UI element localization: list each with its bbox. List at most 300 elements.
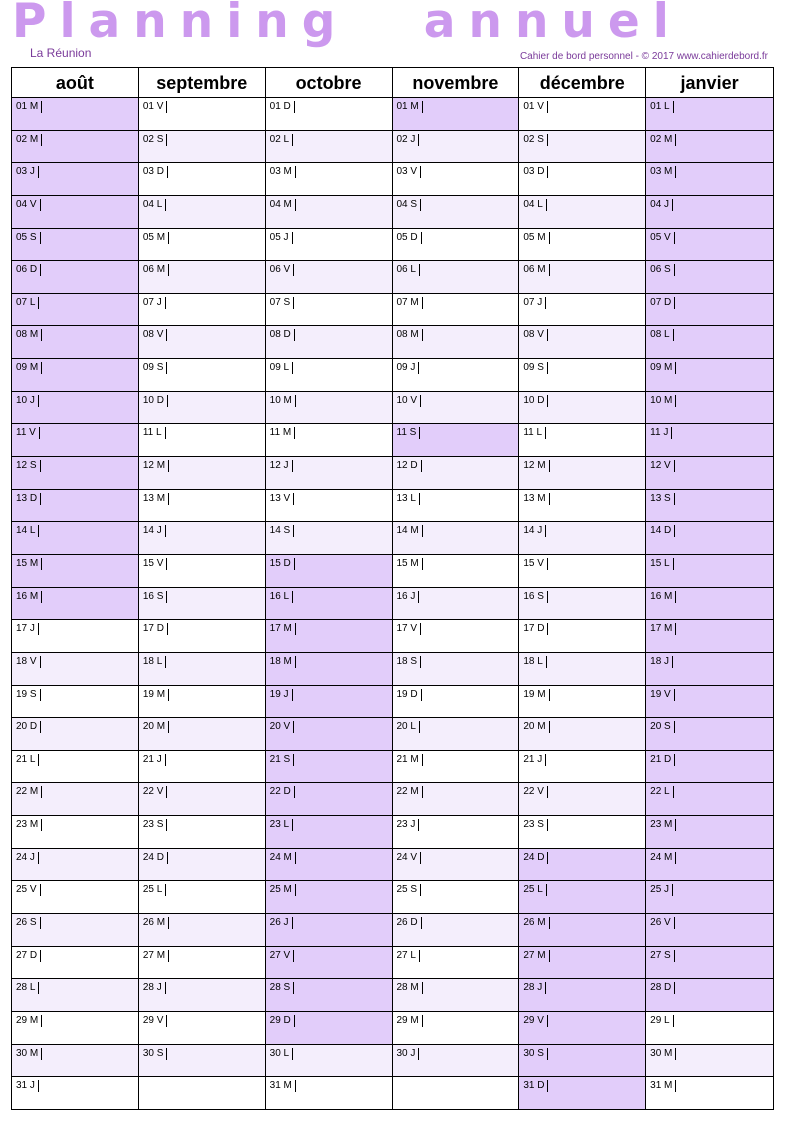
day-label: 16 S xyxy=(143,591,168,603)
day-label: 01 M xyxy=(397,101,423,113)
day-cell[interactable] xyxy=(139,490,265,523)
day-cell[interactable] xyxy=(266,261,392,294)
day-label: 12 D xyxy=(397,460,422,472)
day-cell[interactable] xyxy=(266,522,392,555)
day-label: 09 J xyxy=(397,362,420,374)
day-label: 22 D xyxy=(270,786,295,798)
day-cell[interactable] xyxy=(646,490,773,523)
day-label: 24 M xyxy=(270,852,296,864)
day-cell[interactable] xyxy=(646,849,773,882)
day-cell[interactable] xyxy=(519,522,645,555)
day-label: 15 M xyxy=(16,558,42,570)
day-label: 28 S xyxy=(270,982,295,994)
day-label: 20 S xyxy=(650,721,675,733)
day-cell[interactable] xyxy=(139,261,265,294)
day-cell[interactable] xyxy=(393,881,519,914)
day-label: 14 S xyxy=(270,525,295,537)
day-label: 04 J xyxy=(650,199,673,211)
day-cell[interactable] xyxy=(646,1012,773,1045)
day-label: 09 M xyxy=(650,362,676,374)
day-cell[interactable] xyxy=(12,1077,138,1109)
day-cell[interactable] xyxy=(266,751,392,784)
day-cell[interactable] xyxy=(266,914,392,947)
day-cell[interactable] xyxy=(12,1045,138,1078)
day-label: 24 V xyxy=(397,852,422,864)
day-cell[interactable] xyxy=(393,392,519,425)
day-cell[interactable] xyxy=(12,326,138,359)
day-label: 09 M xyxy=(16,362,42,374)
day-cell[interactable] xyxy=(519,816,645,849)
day-cell[interactable] xyxy=(12,424,138,457)
day-cell[interactable] xyxy=(12,229,138,262)
day-label: 22 M xyxy=(397,786,423,798)
day-label: 10 D xyxy=(523,395,548,407)
day-cell[interactable] xyxy=(12,620,138,653)
day-label: 28 J xyxy=(523,982,546,994)
day-label: 30 M xyxy=(650,1048,676,1060)
day-cell[interactable] xyxy=(519,392,645,425)
day-label: 20 L xyxy=(397,721,420,733)
day-label: 29 D xyxy=(270,1015,295,1027)
day-cell[interactable] xyxy=(266,881,392,914)
day-cell[interactable] xyxy=(646,294,773,327)
day-cell[interactable] xyxy=(646,555,773,588)
day-cell[interactable] xyxy=(139,392,265,425)
day-label: 24 D xyxy=(143,852,168,864)
day-cell[interactable] xyxy=(519,163,645,196)
day-cell[interactable] xyxy=(12,131,138,164)
day-label: 10 V xyxy=(397,395,422,407)
day-label: 18 L xyxy=(143,656,166,668)
month-header: septembre xyxy=(139,68,265,98)
day-cell[interactable] xyxy=(266,424,392,457)
page-title: Planning annuel xyxy=(12,0,682,49)
day-label: 26 V xyxy=(650,917,675,929)
day-label: 06 S xyxy=(650,264,675,276)
day-cell[interactable] xyxy=(646,718,773,751)
day-cell[interactable] xyxy=(393,555,519,588)
day-cell[interactable] xyxy=(12,261,138,294)
day-label: 19 M xyxy=(523,689,549,701)
day-cell[interactable] xyxy=(12,294,138,327)
day-cell[interactable] xyxy=(646,979,773,1012)
day-label: 29 M xyxy=(16,1015,42,1027)
day-label: 20 V xyxy=(270,721,295,733)
day-cell[interactable] xyxy=(393,261,519,294)
day-cell[interactable] xyxy=(139,131,265,164)
day-cell[interactable] xyxy=(266,783,392,816)
day-label: 10 J xyxy=(16,395,39,407)
day-label: 23 S xyxy=(143,819,168,831)
day-label: 01 D xyxy=(270,101,295,113)
day-label: 18 S xyxy=(397,656,422,668)
day-label: 03 D xyxy=(143,166,168,178)
day-cell[interactable] xyxy=(393,620,519,653)
day-cell[interactable] xyxy=(12,490,138,523)
day-cell[interactable] xyxy=(266,620,392,653)
day-label: 13 M xyxy=(523,493,549,505)
day-cell[interactable] xyxy=(266,816,392,849)
day-cell[interactable] xyxy=(12,588,138,621)
day-cell[interactable] xyxy=(393,783,519,816)
day-cell[interactable] xyxy=(12,1012,138,1045)
day-cell[interactable] xyxy=(266,196,392,229)
day-label: 27 M xyxy=(143,950,169,962)
day-cell[interactable] xyxy=(393,490,519,523)
day-cell[interactable] xyxy=(393,98,519,131)
day-label: 11 J xyxy=(650,427,672,439)
day-label: 28 M xyxy=(397,982,423,994)
day-cell[interactable] xyxy=(12,457,138,490)
day-cell[interactable] xyxy=(12,849,138,882)
day-label: 22 M xyxy=(16,786,42,798)
day-cell[interactable] xyxy=(393,1045,519,1078)
day-cell[interactable] xyxy=(139,1077,265,1109)
day-cell[interactable] xyxy=(266,98,392,131)
day-label: 07 L xyxy=(16,297,39,309)
day-cell[interactable] xyxy=(266,718,392,751)
day-cell[interactable] xyxy=(519,196,645,229)
location-label: La Réunion xyxy=(30,46,92,60)
day-cell[interactable] xyxy=(393,457,519,490)
day-cell[interactable] xyxy=(646,751,773,784)
day-cell[interactable] xyxy=(12,751,138,784)
day-cell[interactable] xyxy=(519,979,645,1012)
day-cell[interactable] xyxy=(139,718,265,751)
day-cell[interactable] xyxy=(646,588,773,621)
day-label: 15 M xyxy=(397,558,423,570)
day-label: 14 J xyxy=(143,525,166,537)
day-cell[interactable] xyxy=(12,914,138,947)
day-cell[interactable] xyxy=(139,979,265,1012)
day-cell[interactable] xyxy=(139,849,265,882)
month-column xyxy=(393,68,520,1109)
day-cell[interactable] xyxy=(266,294,392,327)
day-cell[interactable] xyxy=(646,261,773,294)
day-cell[interactable] xyxy=(519,457,645,490)
day-label: 01 V xyxy=(143,101,168,113)
day-cell[interactable] xyxy=(266,392,392,425)
day-cell[interactable] xyxy=(393,522,519,555)
day-cell[interactable] xyxy=(12,359,138,392)
day-cell[interactable] xyxy=(393,914,519,947)
day-label: 21 L xyxy=(16,754,39,766)
day-label: 27 L xyxy=(397,950,420,962)
day-cell[interactable] xyxy=(266,1045,392,1078)
day-cell[interactable] xyxy=(519,424,645,457)
day-label: 16 M xyxy=(16,591,42,603)
day-cell[interactable] xyxy=(646,163,773,196)
day-label: 20 M xyxy=(143,721,169,733)
day-cell[interactable] xyxy=(266,588,392,621)
day-label: 07 M xyxy=(397,297,423,309)
day-label: 21 J xyxy=(143,754,166,766)
day-cell[interactable] xyxy=(519,490,645,523)
day-cell[interactable] xyxy=(139,914,265,947)
day-label: 15 D xyxy=(270,558,295,570)
day-cell[interactable] xyxy=(139,653,265,686)
month-column xyxy=(266,68,393,1109)
day-label: 05 M xyxy=(143,232,169,244)
day-label: 07 D xyxy=(650,297,675,309)
day-cell[interactable] xyxy=(393,686,519,719)
day-cell[interactable] xyxy=(519,653,645,686)
day-cell[interactable] xyxy=(519,229,645,262)
day-cell[interactable] xyxy=(139,1045,265,1078)
day-label: 10 M xyxy=(270,395,296,407)
day-cell[interactable] xyxy=(266,163,392,196)
day-cell[interactable] xyxy=(393,816,519,849)
day-label: 23 J xyxy=(397,819,420,831)
day-cell[interactable] xyxy=(519,261,645,294)
day-label: 28 D xyxy=(650,982,675,994)
day-cell[interactable] xyxy=(12,163,138,196)
day-cell[interactable] xyxy=(12,718,138,751)
day-label: 07 J xyxy=(523,297,546,309)
day-cell[interactable] xyxy=(646,653,773,686)
day-cell[interactable] xyxy=(266,229,392,262)
day-label: 03 D xyxy=(523,166,548,178)
day-cell[interactable] xyxy=(519,1077,645,1109)
day-cell[interactable] xyxy=(139,1012,265,1045)
day-cell[interactable] xyxy=(646,783,773,816)
day-cell[interactable] xyxy=(139,326,265,359)
day-label: 06 L xyxy=(397,264,420,276)
day-cell[interactable] xyxy=(646,196,773,229)
day-label: 13 M xyxy=(143,493,169,505)
day-label: 31 M xyxy=(270,1080,296,1092)
day-cell[interactable] xyxy=(139,816,265,849)
day-cell[interactable] xyxy=(12,522,138,555)
day-cell[interactable] xyxy=(139,947,265,980)
day-cell[interactable] xyxy=(393,588,519,621)
day-cell[interactable] xyxy=(12,783,138,816)
day-cell[interactable] xyxy=(393,751,519,784)
day-cell[interactable] xyxy=(393,718,519,751)
day-label: 31 D xyxy=(523,1080,548,1092)
day-cell[interactable] xyxy=(12,392,138,425)
day-label: 07 S xyxy=(270,297,295,309)
day-cell[interactable] xyxy=(393,163,519,196)
day-cell[interactable] xyxy=(139,98,265,131)
day-label: 21 M xyxy=(397,754,423,766)
day-cell[interactable] xyxy=(646,947,773,980)
day-label: 22 L xyxy=(650,786,673,798)
day-cell[interactable] xyxy=(393,947,519,980)
day-cell[interactable] xyxy=(519,849,645,882)
day-cell[interactable] xyxy=(12,686,138,719)
day-cell[interactable] xyxy=(393,229,519,262)
day-cell[interactable] xyxy=(266,555,392,588)
day-cell[interactable] xyxy=(519,555,645,588)
day-label: 22 V xyxy=(523,786,548,798)
day-cell[interactable] xyxy=(646,326,773,359)
day-cell[interactable] xyxy=(519,914,645,947)
day-cell[interactable] xyxy=(646,914,773,947)
day-label: 13 V xyxy=(270,493,295,505)
day-label: 08 V xyxy=(523,329,548,341)
day-label: 30 L xyxy=(270,1048,293,1060)
day-cell[interactable] xyxy=(393,653,519,686)
day-cell[interactable] xyxy=(646,686,773,719)
day-cell[interactable] xyxy=(646,424,773,457)
day-cell[interactable] xyxy=(393,1012,519,1045)
day-cell[interactable] xyxy=(646,457,773,490)
day-cell[interactable] xyxy=(519,359,645,392)
day-label: 11 M xyxy=(270,427,296,439)
day-cell[interactable] xyxy=(139,424,265,457)
day-cell[interactable] xyxy=(12,196,138,229)
day-cell[interactable] xyxy=(393,326,519,359)
day-cell[interactable] xyxy=(646,881,773,914)
day-cell[interactable] xyxy=(646,229,773,262)
day-cell[interactable] xyxy=(519,326,645,359)
day-label: 12 V xyxy=(650,460,675,472)
day-cell[interactable] xyxy=(266,1077,392,1109)
day-cell[interactable] xyxy=(519,881,645,914)
day-cell[interactable] xyxy=(646,816,773,849)
day-label: 09 S xyxy=(143,362,168,374)
day-label: 18 V xyxy=(16,656,41,668)
day-cell[interactable] xyxy=(266,1012,392,1045)
day-cell[interactable] xyxy=(139,522,265,555)
day-cell[interactable] xyxy=(12,881,138,914)
day-cell[interactable] xyxy=(646,1045,773,1078)
day-label: 06 V xyxy=(270,264,295,276)
day-label: 02 S xyxy=(523,134,548,146)
day-label: 24 D xyxy=(523,852,548,864)
day-cell[interactable] xyxy=(519,1012,645,1045)
day-cell[interactable] xyxy=(519,783,645,816)
day-label: 13 S xyxy=(650,493,675,505)
day-label: 13 L xyxy=(397,493,420,505)
day-label: 15 V xyxy=(143,558,168,570)
day-cell[interactable] xyxy=(646,522,773,555)
day-label: 04 L xyxy=(523,199,546,211)
day-cell[interactable] xyxy=(12,816,138,849)
day-cell[interactable] xyxy=(646,1077,773,1109)
day-cell[interactable] xyxy=(266,457,392,490)
day-label: 21 S xyxy=(270,754,295,766)
day-cell[interactable] xyxy=(139,359,265,392)
day-cell[interactable] xyxy=(519,98,645,131)
day-label: 19 V xyxy=(650,689,675,701)
day-cell[interactable] xyxy=(266,359,392,392)
day-cell[interactable] xyxy=(12,979,138,1012)
day-cell[interactable] xyxy=(393,849,519,882)
day-cell[interactable] xyxy=(519,294,645,327)
day-cell[interactable] xyxy=(519,131,645,164)
day-cell[interactable] xyxy=(519,947,645,980)
day-label: 11 L xyxy=(143,427,166,439)
day-cell[interactable] xyxy=(519,620,645,653)
day-label: 25 S xyxy=(397,884,422,896)
day-cell[interactable] xyxy=(393,979,519,1012)
day-cell[interactable] xyxy=(393,131,519,164)
day-cell[interactable] xyxy=(139,588,265,621)
day-cell[interactable] xyxy=(393,196,519,229)
day-cell[interactable] xyxy=(139,751,265,784)
day-cell[interactable] xyxy=(393,1077,519,1109)
day-cell[interactable] xyxy=(139,620,265,653)
day-cell[interactable] xyxy=(266,947,392,980)
day-label: 21 J xyxy=(523,754,546,766)
month-header: août xyxy=(12,68,138,98)
day-cell[interactable] xyxy=(139,163,265,196)
day-label: 27 M xyxy=(523,950,549,962)
day-label: 02 S xyxy=(143,134,168,146)
day-cell[interactable] xyxy=(12,653,138,686)
day-label: 02 M xyxy=(16,134,42,146)
day-cell[interactable] xyxy=(139,783,265,816)
day-cell[interactable] xyxy=(646,98,773,131)
day-label: 12 M xyxy=(143,460,169,472)
day-label: 27 D xyxy=(16,950,41,962)
day-cell[interactable] xyxy=(393,294,519,327)
day-label: 19 M xyxy=(143,689,169,701)
day-cell[interactable] xyxy=(139,555,265,588)
month-header: octobre xyxy=(266,68,392,98)
day-cell[interactable] xyxy=(519,1045,645,1078)
day-cell[interactable] xyxy=(12,947,138,980)
day-cell[interactable] xyxy=(139,881,265,914)
day-label: 26 M xyxy=(523,917,549,929)
day-cell[interactable] xyxy=(266,131,392,164)
day-cell[interactable] xyxy=(393,424,519,457)
day-label: 17 D xyxy=(143,623,168,635)
day-label: 24 M xyxy=(650,852,676,864)
day-label: 03 M xyxy=(270,166,296,178)
day-cell[interactable] xyxy=(139,686,265,719)
day-cell[interactable] xyxy=(139,457,265,490)
day-cell[interactable] xyxy=(646,131,773,164)
day-label: 13 D xyxy=(16,493,41,505)
day-cell[interactable] xyxy=(266,653,392,686)
day-cell[interactable] xyxy=(266,490,392,523)
day-label: 18 L xyxy=(523,656,546,668)
day-label: 04 V xyxy=(16,199,41,211)
day-cell[interactable] xyxy=(646,359,773,392)
day-cell[interactable] xyxy=(646,620,773,653)
day-label: 11 L xyxy=(523,427,546,439)
day-label: 16 S xyxy=(523,591,548,603)
day-cell[interactable] xyxy=(393,359,519,392)
day-cell[interactable] xyxy=(519,751,645,784)
day-label: 30 M xyxy=(16,1048,42,1060)
day-cell[interactable] xyxy=(266,849,392,882)
day-cell[interactable] xyxy=(266,326,392,359)
day-label: 03 J xyxy=(16,166,39,178)
day-cell[interactable] xyxy=(266,686,392,719)
day-cell[interactable] xyxy=(139,229,265,262)
day-label: 20 D xyxy=(16,721,41,733)
day-label: 30 S xyxy=(523,1048,548,1060)
day-cell[interactable] xyxy=(646,392,773,425)
day-label: 08 V xyxy=(143,329,168,341)
day-cell[interactable] xyxy=(139,196,265,229)
day-cell[interactable] xyxy=(12,98,138,131)
day-cell[interactable] xyxy=(519,588,645,621)
day-cell[interactable] xyxy=(139,294,265,327)
day-cell[interactable] xyxy=(266,979,392,1012)
day-label: 15 V xyxy=(523,558,548,570)
day-label: 07 J xyxy=(143,297,166,309)
day-cell[interactable] xyxy=(519,718,645,751)
day-cell[interactable] xyxy=(519,686,645,719)
day-label: 14 L xyxy=(16,525,39,537)
day-cell[interactable] xyxy=(12,555,138,588)
month-header: décembre xyxy=(519,68,645,98)
